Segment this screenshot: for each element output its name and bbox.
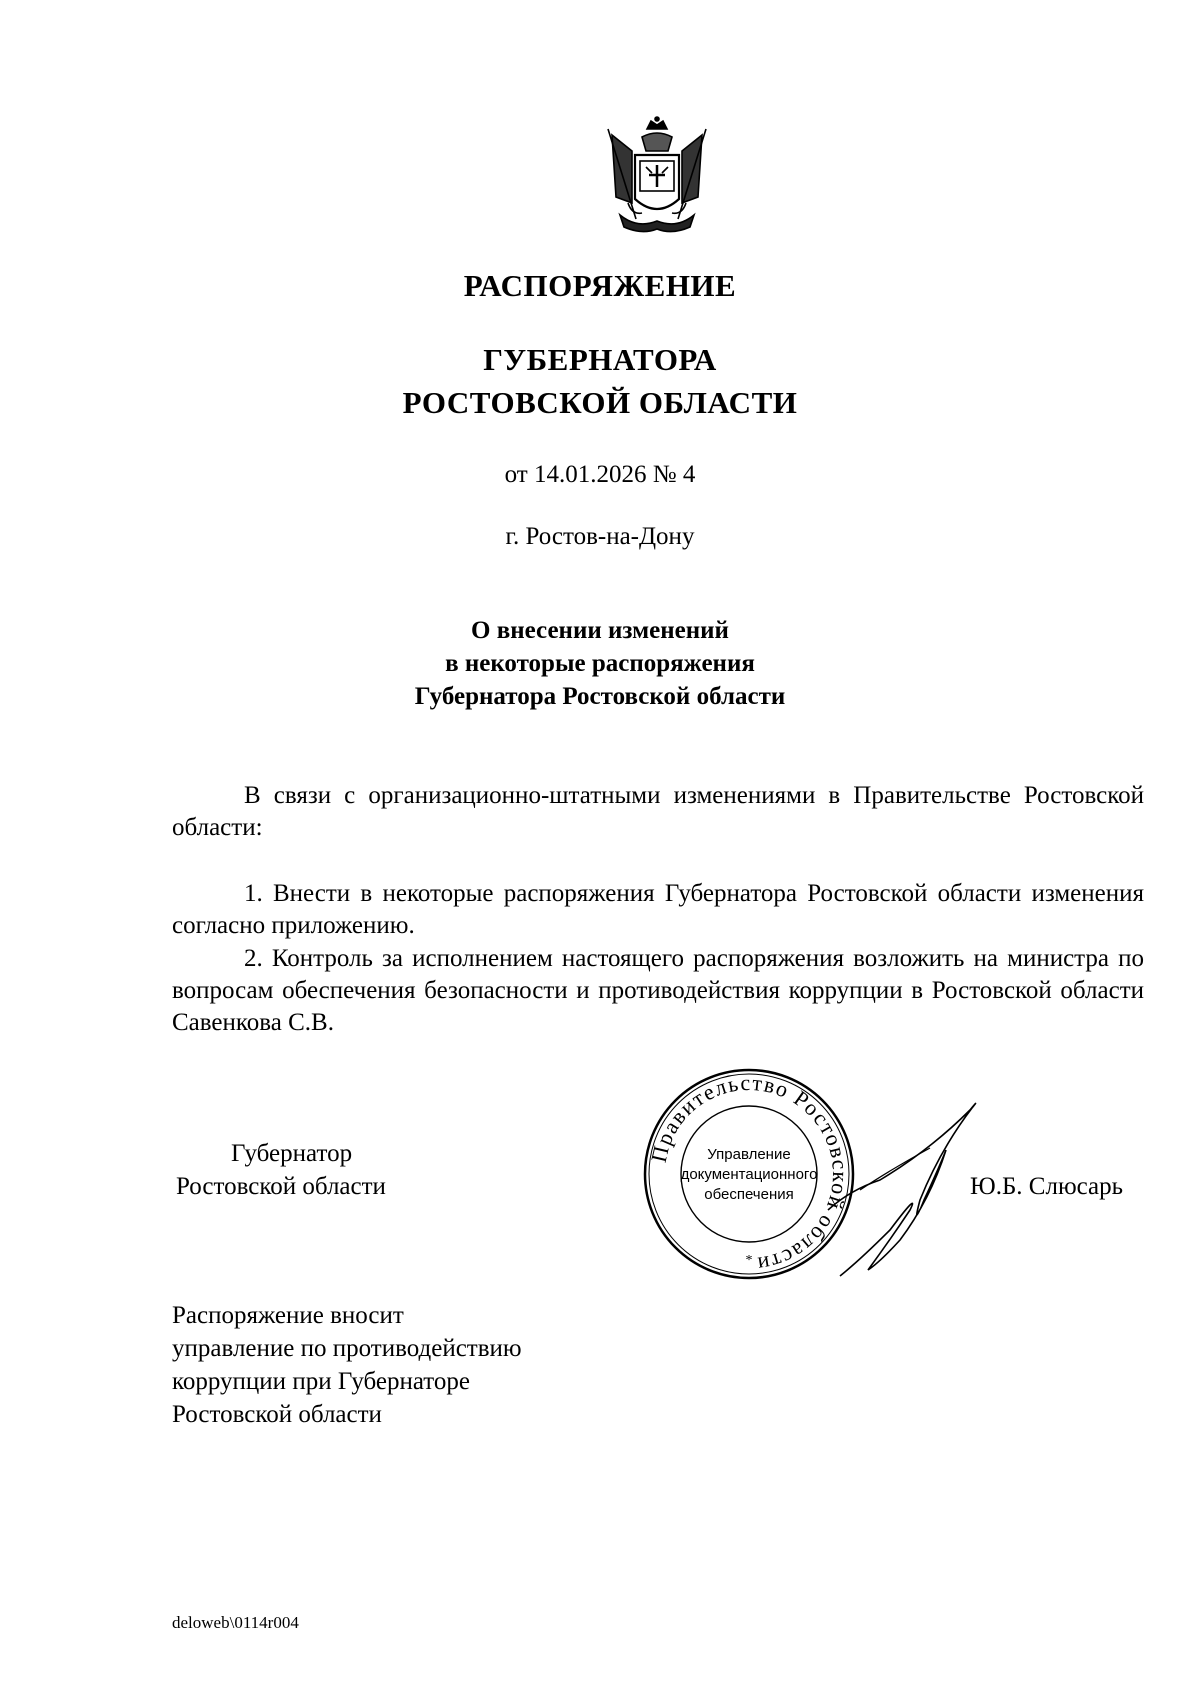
stamp-ring-text: Правительство Ростовской области: [645, 1069, 854, 1278]
item-2-paragraph: 2. Контроль за исполнением настоящего распоряжения возложить на министра по вопросам обеспечения безопасности и противодействия коррупции в Ростовской области Савенкова С.В.: [172, 945, 1144, 1036]
place: г. Ростов-на-Дону: [505, 523, 695, 550]
issuer-line-1: ГУБЕРНАТОРА: [483, 342, 717, 377]
stamp-inner-line-1: Управление: [707, 1146, 791, 1163]
submitted-by-block: [172, 1299, 522, 1431]
subject-line-3: Губернатора Ростовской области: [414, 683, 786, 710]
item-1-paragraph: 1. Внести в некоторые распоряжения Губернатора Ростовской области изменения согласно приложению.: [172, 880, 1144, 939]
submitted-by-line-3: коррупции при Губернаторе: [172, 1368, 470, 1395]
subject-heading: [0, 614, 1200, 713]
submitted-by-line-2: управление по противодействию: [172, 1335, 522, 1362]
stamp-inner-line-2: документационного: [680, 1166, 818, 1183]
signer-position-line-1: Губернатор: [231, 1140, 353, 1167]
signer-position-line-2: Ростовской области: [176, 1173, 386, 1200]
handwritten-signature: [820, 1090, 990, 1280]
svg-text:*: *: [745, 1253, 753, 1268]
stamp-inner-line-3: обеспечения: [704, 1186, 794, 1203]
date-number: от 14.01.2026 № 4: [504, 461, 696, 488]
subject-line-2: в некоторые распоряжения: [445, 650, 755, 677]
coat-of-arms-emblem: [602, 115, 712, 240]
issuer-line-2: РОСТОВСКОЙ ОБЛАСТИ: [402, 385, 798, 420]
coat-of-arms-icon: [602, 115, 712, 240]
preamble-paragraph: В связи с организационно-штатными изменениями в Правительстве Ростовской области:: [172, 782, 1144, 841]
signature-icon: [820, 1090, 990, 1280]
submitted-by-line-4: Ростовской области: [172, 1401, 382, 1428]
document-type-title: РАСПОРЯЖЕНИЕ: [463, 268, 737, 303]
signer-name: Ю.Б. Слюсарь: [970, 1173, 1124, 1200]
submitted-by-line-1: Распоряжение вносит: [172, 1302, 404, 1329]
file-reference: deloweb\0114r004: [172, 1613, 299, 1632]
subject-line-1: О внесении изменений: [471, 617, 729, 644]
